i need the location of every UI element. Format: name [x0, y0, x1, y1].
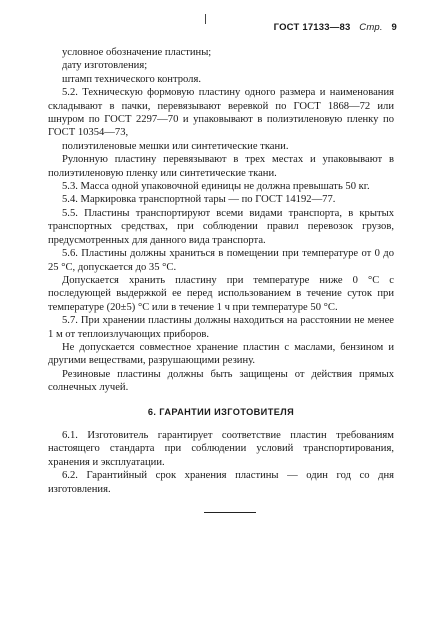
page-header: [268, 22, 397, 33]
paragraph: условное обозначение пластины;: [62, 47, 212, 58]
paragraph: 5.6. Пластины должны храниться в помещении при температуре от 0 до 25 °С, допускается до 35 °С.: [48, 248, 394, 273]
paragraph: полиэтиленовые мешки или синтетические ткани.: [62, 140, 289, 152]
paragraph: 6.2. Гарантийный срок хранения пластины — один год со дня изготовления.: [48, 470, 394, 495]
paragraph: Допускается хранить пластину при температуре ниже 0 °С с последующей выдержкой ее перед использованием в течение суток при температуре (20±5) °С или в течение 1 ч при температуре 50 °С.: [48, 274, 394, 313]
paragraph: Резиновые пластины должны быть защищены от действия прямых солнечных лучей.: [48, 368, 394, 394]
paragraph: штамп технического контроля.: [62, 73, 201, 85]
section-6-text: [48, 429, 394, 496]
end-rule: [204, 512, 256, 513]
paragraph: Не допускается совместное хранение пластин с маслами, бензином и другими веществами, разрушающими резину.: [48, 341, 394, 367]
paragraph: 5.7. При хранении пластины должны находиться на расстоянии не менее 1 м от теплоизлучающих приборов.: [48, 315, 394, 340]
page-label: Стр.: [359, 22, 383, 33]
paragraph: дату изготовления;: [62, 60, 148, 72]
paragraph: Рулонную пластину перевязывают в трех местах и упаковывают в полиэтиленовую пленку или синтетические ткани.: [48, 154, 394, 179]
paragraph: 5.2. Техническую формовую пластину одного размера и наименования складывают в пачки, перевязывают веревкой по ГОСТ 1868—72 или шнуром по ГОСТ 2297—70 и упаковывают в полиэтиленовую пленку по ГОСТ 10354—73,: [48, 87, 394, 139]
paragraph: 6.1. Изготовитель гарантирует соответствие пластин требованиям настоящего стандарта при соблюдении условий транспортирования, хранения и эксплуатации.: [48, 429, 394, 468]
section-title: 6. ГАРАНТИИ ИЗГОТОВИТЕЛЯ: [147, 406, 295, 417]
paragraph: 5.3. Масса одной упаковочной единицы не должна превышать 50 кг.: [62, 181, 370, 193]
document-body: [48, 46, 394, 496]
section-5-text: [48, 46, 394, 395]
paragraph: 5.4. Маркировка транспортной тары — по ГОСТ 14192—77.: [62, 194, 336, 206]
scan-mark: [205, 14, 206, 24]
standard-number: ГОСТ 17133—83: [273, 22, 351, 33]
paragraph: 5.5. Пластины транспортируют всеми видами транспорта, в крытых транспортных средствах, при соблюдении правил перевозок грузов, предусмотренных для данного вида транспорта.: [48, 207, 394, 246]
page-number: 9: [391, 22, 397, 33]
